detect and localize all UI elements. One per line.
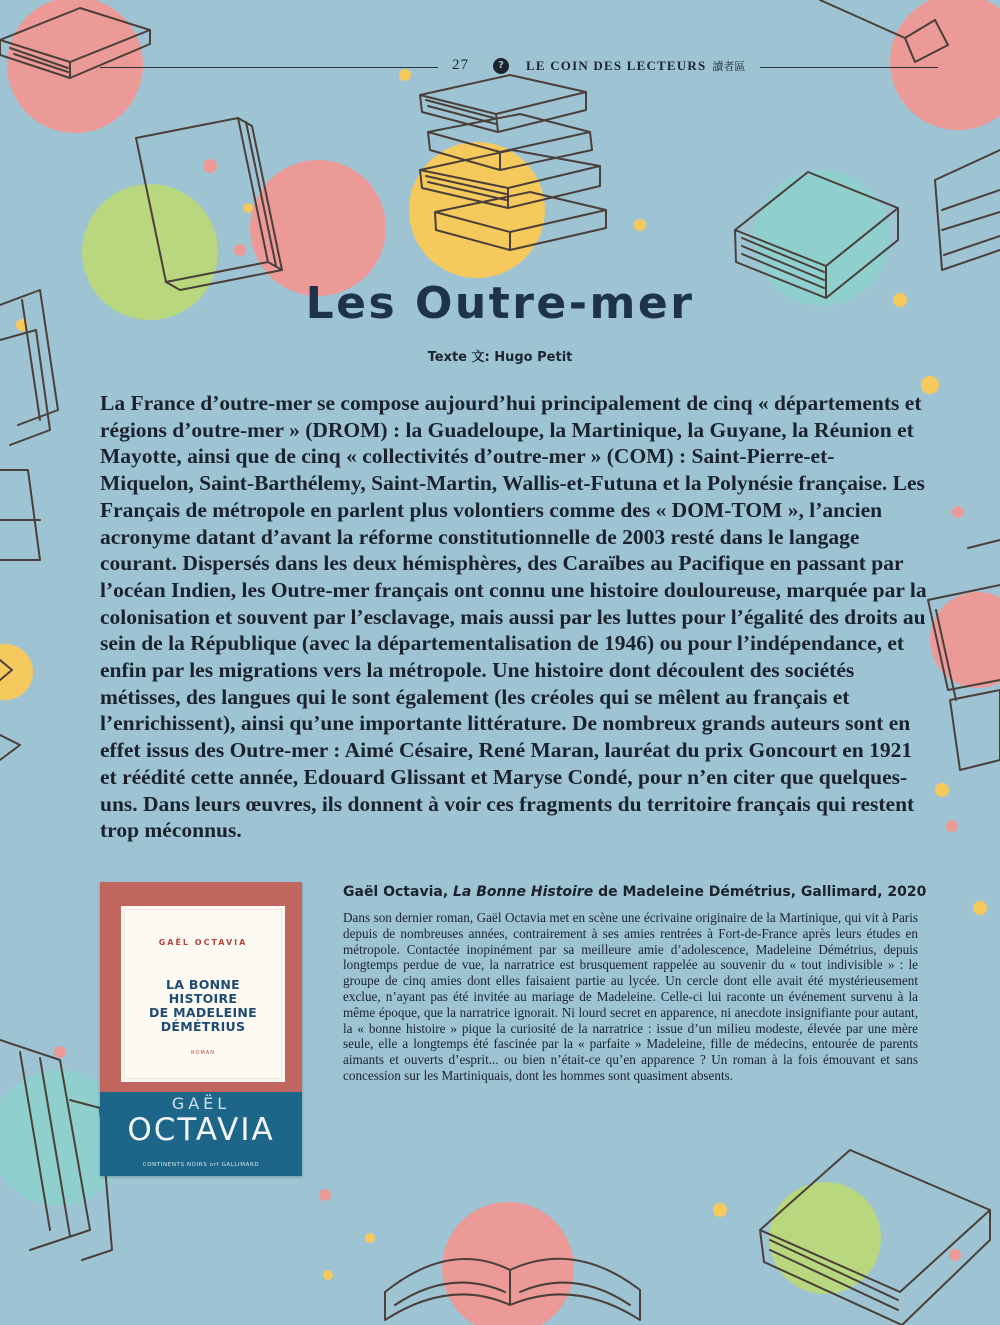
article-intro: La France d’outre-mer se compose aujourd’hui principalement de cinq « départements et régions d’outre-mer » (DROM) : la Guadeloupe, la Martinique, la Guyane, la Réunion et Mayotte, ainsi que de cinq « collectivités d’outre-mer » (COM) : Saint-Pierre-et-Miquelon, Saint-Barthélemy, Saint-Martin, Wallis-et-Futuna et la Polynésie française. Les Français de métropole en parlent plus volontiers comme des « DOM-TOM », l’ancien acronyme datant d’avant la réforme constitutionnelle de 2003 resté dans le langage courant. Dispersés dans les deux hémisphères, des Caraïbes au Pacifique en passant par l’océan Indien, les Outre-mer français ont connu une histoire douloureuse, marquée par la colonisation et souvent par l’esclavage, mais aussi par les luttes pour l’égalité des droits au sein de la République (avec la départementalisation de 1946) ou pour l’indépendance, et enfin par les migrations vers la métropole. Une histoire dont découlent des sociétés métisses, des langues qui le sont également (les créoles qui se mêlent au français et l’enrichissent), ainsi qu’une importante littérature. De nombreux grands auteurs sont en effet issus des Outre-mer : Aimé Césaire, René Maran, lauréat du prix Goncourt en 1921 et réédité cette année, Edouard Glissant et Maryse Condé, pour n’en citer que quelques-uns. Dans leurs œuvres, ils donnent à voir ces fragments du territoire français qui restent trop méconnus. [100, 391, 927, 843]
cover-author-band [100, 1092, 302, 1176]
cover-title-line-4: DÉMÉTRIUS [160, 1019, 246, 1034]
header-rule-right [760, 67, 938, 68]
review-book-title: La Bonne Histoire [453, 884, 594, 900]
section-title-text: LE COIN DES LECTEURS [526, 58, 707, 73]
page-number: 27 [452, 57, 469, 73]
cover-title-line-2: HISTOIRE [168, 991, 238, 1006]
review-book-details: de Madeleine Démétrius, Gallimard, 2020 [598, 884, 927, 900]
cover-title-line-3: DE MADELEINE [148, 1005, 258, 1020]
cover-genre: ROMAN [191, 1050, 215, 1056]
page-header [100, 54, 938, 80]
article-title: Les Outre-mer [305, 278, 695, 329]
cover-author: GAËL OCTAVIA [158, 938, 248, 947]
cover-publisher: CONTINENTS NOIRS nrf GALLIMARD [142, 1162, 260, 1168]
review-body: Dans son dernier roman, Gaël Octavia met en scène une écrivaine originaire de la Martinique, qui vit à Paris depuis de nombreuses années, contrairement à ses amies rentrées à Fort-de-France après leurs études en métropole. Contactée inopinément par sa meilleure amie d’adolescence, Madeleine Démétrius, depuis longtemps perdue de vue, la narratrice est brusquement rappelée au souvenir du « tout indivisible » : le groupe de cinq amies dont elles faisaient partie au lycée. Un cercle dont elle avait été mystérieusement exclue, n’ayant pas été invitée au mariage de Madeleine. Celle-ci lui raconte un événement survenu à la même époque, que la narratrice ignorait. Ni lourd secret en apparence, ni anecdote insignifiante pour autant, la « bonne histoire » pique la curiosité de la narratrice : issue d’un milieu modeste, élevée par une mère seule, elle a longtemps été fascinée par la « parfaite » Madeleine, fille de médecins, entourée de parents aimants et ouverts d’esprit... ou bien n’était-ce qu’en apparence ? Un roman à la fois émouvant et sans concession sur les Martiniquais, dont les hommes sont quasiment absents. [343, 910, 918, 1083]
cover-title-panel [119, 904, 287, 1084]
cover-title-line-1: LA BONNE [165, 977, 240, 992]
cover-band-first-name: GAËL [171, 1094, 231, 1113]
article-byline: Texte 文: Hugo Petit [427, 350, 573, 365]
cover-band-last-name: OCTAVIA [127, 1112, 275, 1148]
cover-title [121, 978, 285, 1034]
section-marker-icon: ? [493, 58, 509, 74]
header-rule-left [100, 67, 438, 68]
section-title [526, 58, 745, 74]
book-cover [100, 882, 302, 1176]
review-author: Gaël Octavia, [343, 884, 449, 900]
review-heading [343, 884, 943, 900]
section-title-cjk: 讀者區 [712, 60, 746, 73]
